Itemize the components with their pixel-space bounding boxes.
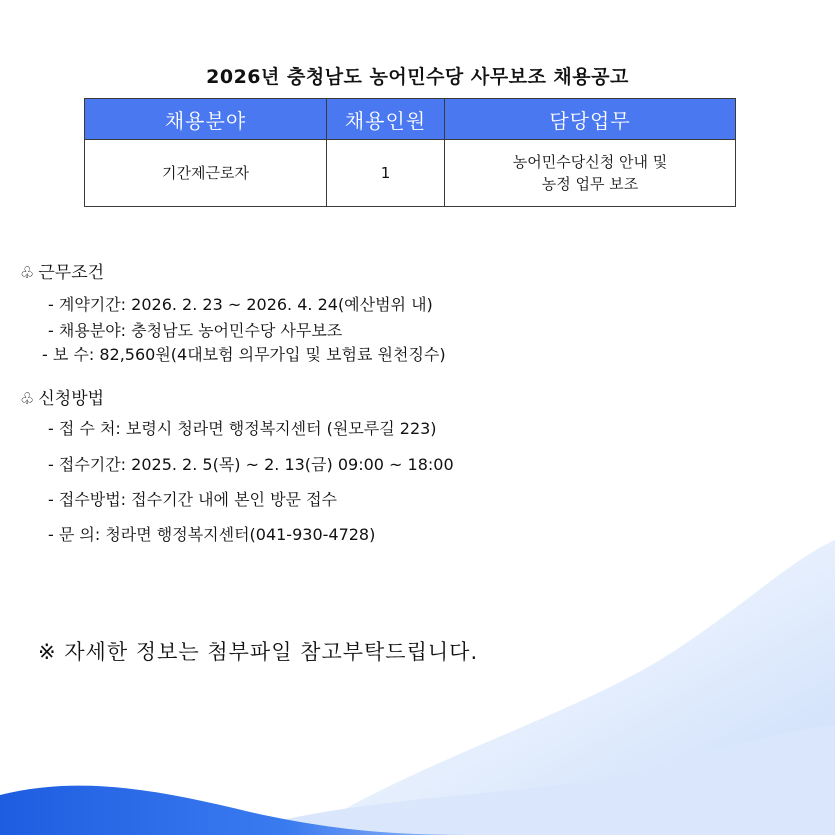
notice-text: ※ 자세한 정보는 첨부파일 참고부탁드립니다. bbox=[38, 640, 479, 664]
condition-pay: - 보 수: 82,560원(4대보험 의무가입 및 보험료 원천징수) bbox=[42, 345, 446, 364]
page-title: 2026년 충청남도 농어민수당 사무보조 채용공고 bbox=[206, 66, 629, 88]
club-icon: ♧ bbox=[20, 263, 35, 282]
cell-duty bbox=[445, 140, 736, 207]
application-method: - 접수방법: 접수기간 내에 본인 방문 접수 bbox=[48, 490, 337, 509]
duty-line-2: 농정 업무 보조 bbox=[541, 175, 639, 193]
header-count: 채용인원 bbox=[327, 99, 445, 140]
recruitment-table bbox=[84, 98, 736, 207]
application-place: - 접 수 처: 보령시 청라면 행정복지센터 (원모루길 223) bbox=[48, 419, 437, 438]
application-inquiry: - 문 의: 청라면 행정복지센터(041-930-4728) bbox=[48, 525, 376, 544]
condition-field: - 채용분야: 충청남도 농어민수당 사무보조 bbox=[48, 321, 343, 340]
condition-period: - 계약기간: 2026. 2. 23 ~ 2026. 4. 24(예산범위 내) bbox=[48, 295, 433, 314]
duty-line-1: 농어민수당신청 안내 및 bbox=[512, 153, 668, 171]
table-row bbox=[85, 140, 736, 207]
header-duty: 담당업무 bbox=[445, 99, 736, 140]
header-field: 채용분야 bbox=[85, 99, 327, 140]
conditions-heading-text: 근무조건 bbox=[38, 263, 105, 283]
cell-count: 1 bbox=[327, 140, 445, 207]
cell-field: 기간제근로자 bbox=[85, 140, 327, 207]
application-period: - 접수기간: 2025. 2. 5(목) ~ 2. 13(금) 09:00 ~ 18:00 bbox=[48, 455, 454, 474]
application-heading-text: 신청방법 bbox=[38, 389, 105, 409]
application-heading bbox=[20, 384, 104, 409]
table-header-row bbox=[85, 99, 736, 140]
club-icon: ♧ bbox=[20, 389, 35, 408]
conditions-heading bbox=[20, 258, 104, 283]
